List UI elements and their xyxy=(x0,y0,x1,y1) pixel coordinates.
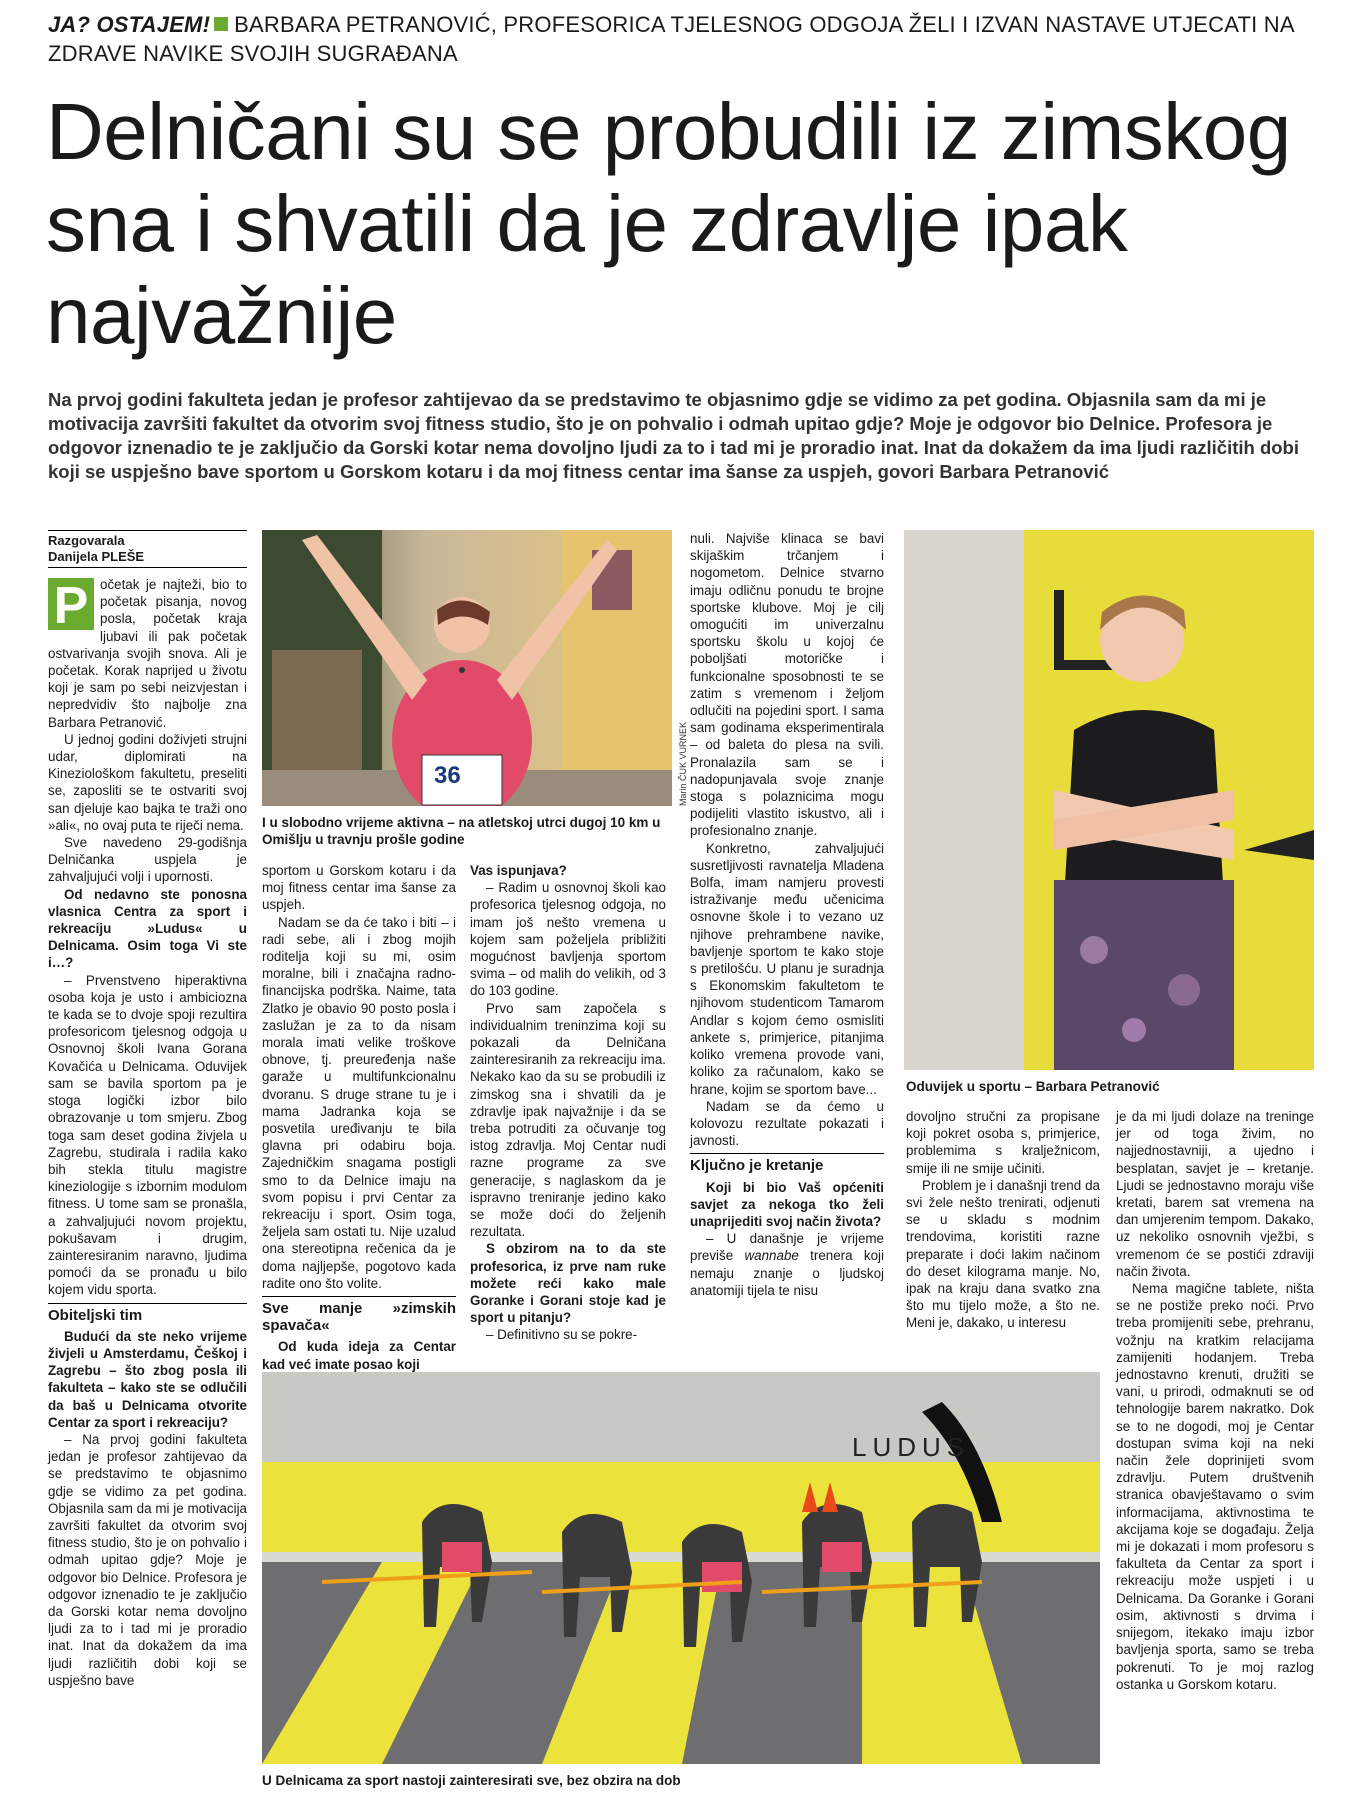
paragraph: dovoljno stručni za propisane koji pokret osoba s, primjerice, problemima s kralježnicom, smije ili ne smije učiniti. xyxy=(906,1109,1100,1176)
paragraph: Sve navedeno 29-godišnja Delničanka uspjela je zahvaljujući volji i upornosti. xyxy=(48,835,247,885)
photo-caption: I u slobodno vrijeme aktivna – na atletskoj utrci dugoj 10 km u Omišlju u travnju prošle godine xyxy=(262,815,661,847)
paragraph: sportom u Gorskom kotaru i da moj fitness centar ima šanse za uspjeh. xyxy=(262,863,456,913)
kicker-tag: JA? OSTAJEM! xyxy=(48,12,211,37)
text-italic: wannabe xyxy=(744,1248,799,1264)
paragraph: Konkretno, zahvaljujući susretljivosti ravnatelja Mladena Bolfa, imam namjeru provesti istraživanje među učenicima osnovne škole i to vezano uz njihove prehrambene navike, bavljenje sportom te kako stoje s pretilošću. U planu je suradnja s Ekonomskim fakultetom te njihovom studenticom Tamarom Andlar s kojom ćemo osmisliti ankete s, primjerice, pitanjima koliko vremena provode vani, koliko za računalom, kako se hrane, kojim se sportom bave... xyxy=(690,840,884,1097)
paragraph: nuli. Najviše klinaca se bavi skijaškim trčanjem i nogometom. Delnice stvarno imaju odličnu ponudu te brojne sportske klubove. Moj je cilj omogućiti im univerzalnu sportsku školu u kojoj će poboljšati motoričke i funkcionalne sposobnosti te se zatim s vremenom i željom odlučiti na pojedini sport. I sama sam godinama eksperimentirala – od baleta do plesa na svili. Pronalazila sam se i nadopunjavala svoje znanje stoga s polaznicima mogu podijeliti vlastito iskustvo, ali i profesionalno znanje. xyxy=(690,531,884,839)
paragraph: je da mi ljudi dolaze na treninge jer od toga živim, no najjednostavniji, a ujedno i besplatan, savjet je – kretanje. Ljudi se jednostavno moraju više kretati, barem sat vremena na dan umjerenim tempom. Dakako, uz nekoliko osnovnih vježbi, s vremenom će se postići zdraviji način života. xyxy=(1116,1109,1314,1279)
paragraph: – Prvenstveno hiperaktivna osoba koja je usto i ambiciozna te kada se to dvoje spoji rezultira profesoricom tjelesnog odgoja u Osnovnoj školi Ivana Gorana Kovačića u Delnicama. Oduvijek sam se bavila sportom pa je stoga logički izbor bilo obrazovanje u tom smjeru. Zbog toga sam deset godina živjela u Zagrebu, studirala i radila kako bih stekla titulu magistre kineziologije s izbornim modulom fitness. U tome sam se pronašla, a zahvaljujući novom projektu, pokušavam i drugim, zainteresiranim naravno, ljudima pomoći da se pronađu u bilo kojem vidu sporta. xyxy=(48,972,247,1298)
paragraph: očetak je najteži, bio to početak pisanja, novog posla, početak kraja ljubavi ili pak početak ostvarivanja svojih snova. Ali je početak. Korak naprijed u životu koji je sam po sebi neizvjestan i nepredvidiv što najbolje zna Barbara Petranović. xyxy=(48,577,247,730)
subheading: Obiteljski tim xyxy=(48,1303,247,1324)
paragraph: Prvo sam započela s individualnim treninzima koji su pokazali da Delničana zainteresiranih za rekreaciju ima. Nekako kao da su se probudili iz zimskog sna i shvatili da je zdravlje ipak najvažnije i da se treba potruditi za očuvanje tog istog zdravlja. Moj Centar nudi razne programe za sve generacije, s naglaskom da je ispravno treniranje jedino kako se može doći do željenih rezultata. xyxy=(470,1000,666,1240)
portrait-image xyxy=(904,530,1314,1070)
kicker xyxy=(48,10,1318,68)
photo-caption: U Delnicama za sport nastoji zainteresirati sve, bez obzira na dob xyxy=(262,1773,681,1788)
kicker-square-icon xyxy=(214,17,228,31)
column-6 xyxy=(1116,1108,1314,1693)
photo-portrait xyxy=(904,530,1314,1070)
photo-credit: Marin ČUK VURNEK xyxy=(678,721,688,806)
column-1 xyxy=(48,530,247,1689)
column-2 xyxy=(262,862,456,1373)
question: Koji bi bio Vaš općeniti savjet za nekoga tko želi unaprijediti svoj način života? xyxy=(690,1179,884,1229)
bib-number: 36 xyxy=(434,762,461,789)
runner-image xyxy=(262,530,672,806)
lead-paragraph: Na prvoj godini fakulteta jedan je profesor zahtijevao da se predstavimo te objasnimo gdje se vidimo za pet godina. Objasnila sam da mi je motivacija završiti fakultet da otvorim svoj fitness studio, što je on pohvalio i odmah upitao gdje? Moje je odgovor bio Delnice. Profesora je odgovor iznenadio te je zaključio da Gorski kotar nema dovoljno ljudi za to i tad mi je proradio inat. Inat da dokažem da ima ljudi različitih dobi koji se uspješno bave sportom u Gorskom kotaru i da moj fitness centar ima šanse za uspjeh, govori Barbara Petranović xyxy=(48,389,1299,482)
column-4 xyxy=(690,530,884,1299)
byline-label: Razgovarala xyxy=(48,533,125,548)
paragraph: – Definitivno su se pokre- xyxy=(486,1327,638,1343)
paragraph: Problem je i današnji trend da svi žele nešto trenirati, odjenuti se u skladu s modnim trendovima, koristiti razne preparate i doći lakim načinom do deset kilograma manje. No, ipak na kraju dana svatko zna što mu tijelo može, a što ne. Meni je, dakako, u interesu xyxy=(906,1177,1100,1331)
photo-runner xyxy=(262,530,672,806)
paragraph: – Na prvoj godini fakulteta jedan je profesor zahtijevao da se predstavimo te objasnimo gdje se vidimo za pet godina. Objasnila sam da mi je motivacija završiti fakultet da otvorim svoj fitness studio, što je on pohvalio i odmah upitao gdje? Moje je odgovor bio Delnice. Profesora je odgovor iznenadio te je zaključio da Gorski kotar nema dovoljno ljudi za to i tad mi je proradio inat. Inat da dokažem da ima ljudi različitih dobi koji se uspješno bave xyxy=(48,1431,247,1688)
byline-name: Danijela PLEŠE xyxy=(48,549,145,564)
question: Vas ispunjava? xyxy=(470,863,567,878)
column-5 xyxy=(906,1108,1100,1332)
kicker-text: BARBARA PETRANOVIĆ, PROFESORICA TJELESNOG ODGOJA ŽELI I IZVAN NASTAVE UTJECATI NA ZDRAVE NAVIKE SVOJIH SUGRAĐANA xyxy=(48,12,1294,66)
paragraph xyxy=(690,1230,884,1299)
subheading: Ključno je kretanje xyxy=(690,1153,884,1174)
dropcap: P xyxy=(48,578,94,630)
question: Od nedavno ste ponosna vlasnica Centra za sport i rekreaciju »Ludus« u Delnicama. Osim toga Vi ste i…? xyxy=(48,886,247,971)
column-3 xyxy=(470,862,666,1344)
paragraph: – Radim u osnovnoj školi kao profesorica tjelesnog odgoja, no imam još nešto vremena u kojem sam poželjela približiti mogućnost bavljenja sportom svima – od malih do velikih, od 3 do 103 godine. xyxy=(470,880,666,999)
text: trenera koji nemaju znanje o ljudskoj anatomiji tijela te nisu xyxy=(690,1248,884,1298)
paragraph: Nadam se da ćemo u kolovozu rezultate pokazati i javnosti. xyxy=(690,1098,884,1149)
photo-caption: Oduvijek u sportu – Barbara Petranović xyxy=(906,1079,1160,1094)
byline xyxy=(48,530,247,568)
paragraph: Nema magične tablete, ništa se ne postiže preko noći. Prvo treba promijeniti sebe, prehranu, vožnju na kratkim relacijama zamijeniti hodanjem. Treba jednostavno krenuti, družiti se vani, u prirodi, odmaknuti se od tehnologije barem nakratko. Dok se to ne dogodi, moj je Centar dostupan svima koji na neki način žele doprinijeti svom zdravlju. Putem društvenih stranica obavještavamo o svim informacijama, aktivnostima te akcijama koje se događaju. Želja mi je dokazati i mom profesoru s fakulteta da Centar za sport i rekreaciju može uspjeti i u Delnicama. Da Goranke i Gorani osim, aktivnosti s drvima i snijegom, itekako imaju izbor bavljenja sporta, samo se treba pokrenuti. To je moj razlog ostanka u Gorskom kotaru. xyxy=(1116,1281,1314,1692)
question: S obzirom na to da ste profesorica, iz prve nam ruke možete reći kako male Goranke i Gorani stoje kad je sport u pitanju? xyxy=(470,1241,666,1326)
subheading: Sve manje »zimskih spavača« xyxy=(262,1296,456,1334)
question: Od kuda ideja za Centar kad već imate posao koji xyxy=(262,1339,456,1372)
question: Budući da ste neko vrijeme živjeli u Amsterdamu, Češkoj i Zagrebu – što zbog posla ili fakulteta – kako ste se odlučili da baš u Delnicama otvorite Centar za sport i rekreaciju? xyxy=(48,1328,247,1430)
headline: Delničani su se probudili iz zimskog sna i shvatili da je zdravlje ipak najvažnije xyxy=(46,87,1291,360)
paragraph: Nadam se da će tako i biti – i radi sebe, ali i zbog mojih roditelja koji su mi, osim moralne, bili i značajna radno-financijska podrška. Naime, tata Zlatko je obavio 90 posto posla i zaslužan je za to da nisam morala imati velike troškove obnove, tj. preuređenja naše garaže u multifunkcionalnu dvoranu. S druge strane tu je i mama Jadranka koja se posvetila uređivanju te bila glavna pri odabiru boja. Zajedničkim snagama postigli smo to da Delnice imaju na svom popisu i prvi Centar za rekreaciju i sport. Osim toga, željela sam ostati tu. Nije uzalud ona stereotipna rečenica da je doma najljepše, pogotovo kada radite ono što volite. xyxy=(262,914,456,1291)
gym-image xyxy=(262,1372,1100,1764)
paragraph: U jednoj godini doživjeti strujni udar, diplomirati na Kineziološkom fakultetu, preseliti se, zaposliti se te ostvariti svoj san djeluje kao bajka te traži ono »ali«, no ovaj puta te riječi nema. xyxy=(48,731,247,833)
text: – U današnje je vrijeme previše xyxy=(690,1231,884,1264)
photo-gym xyxy=(262,1372,1100,1764)
wall-logo-text: LUDUS xyxy=(852,1432,971,1462)
